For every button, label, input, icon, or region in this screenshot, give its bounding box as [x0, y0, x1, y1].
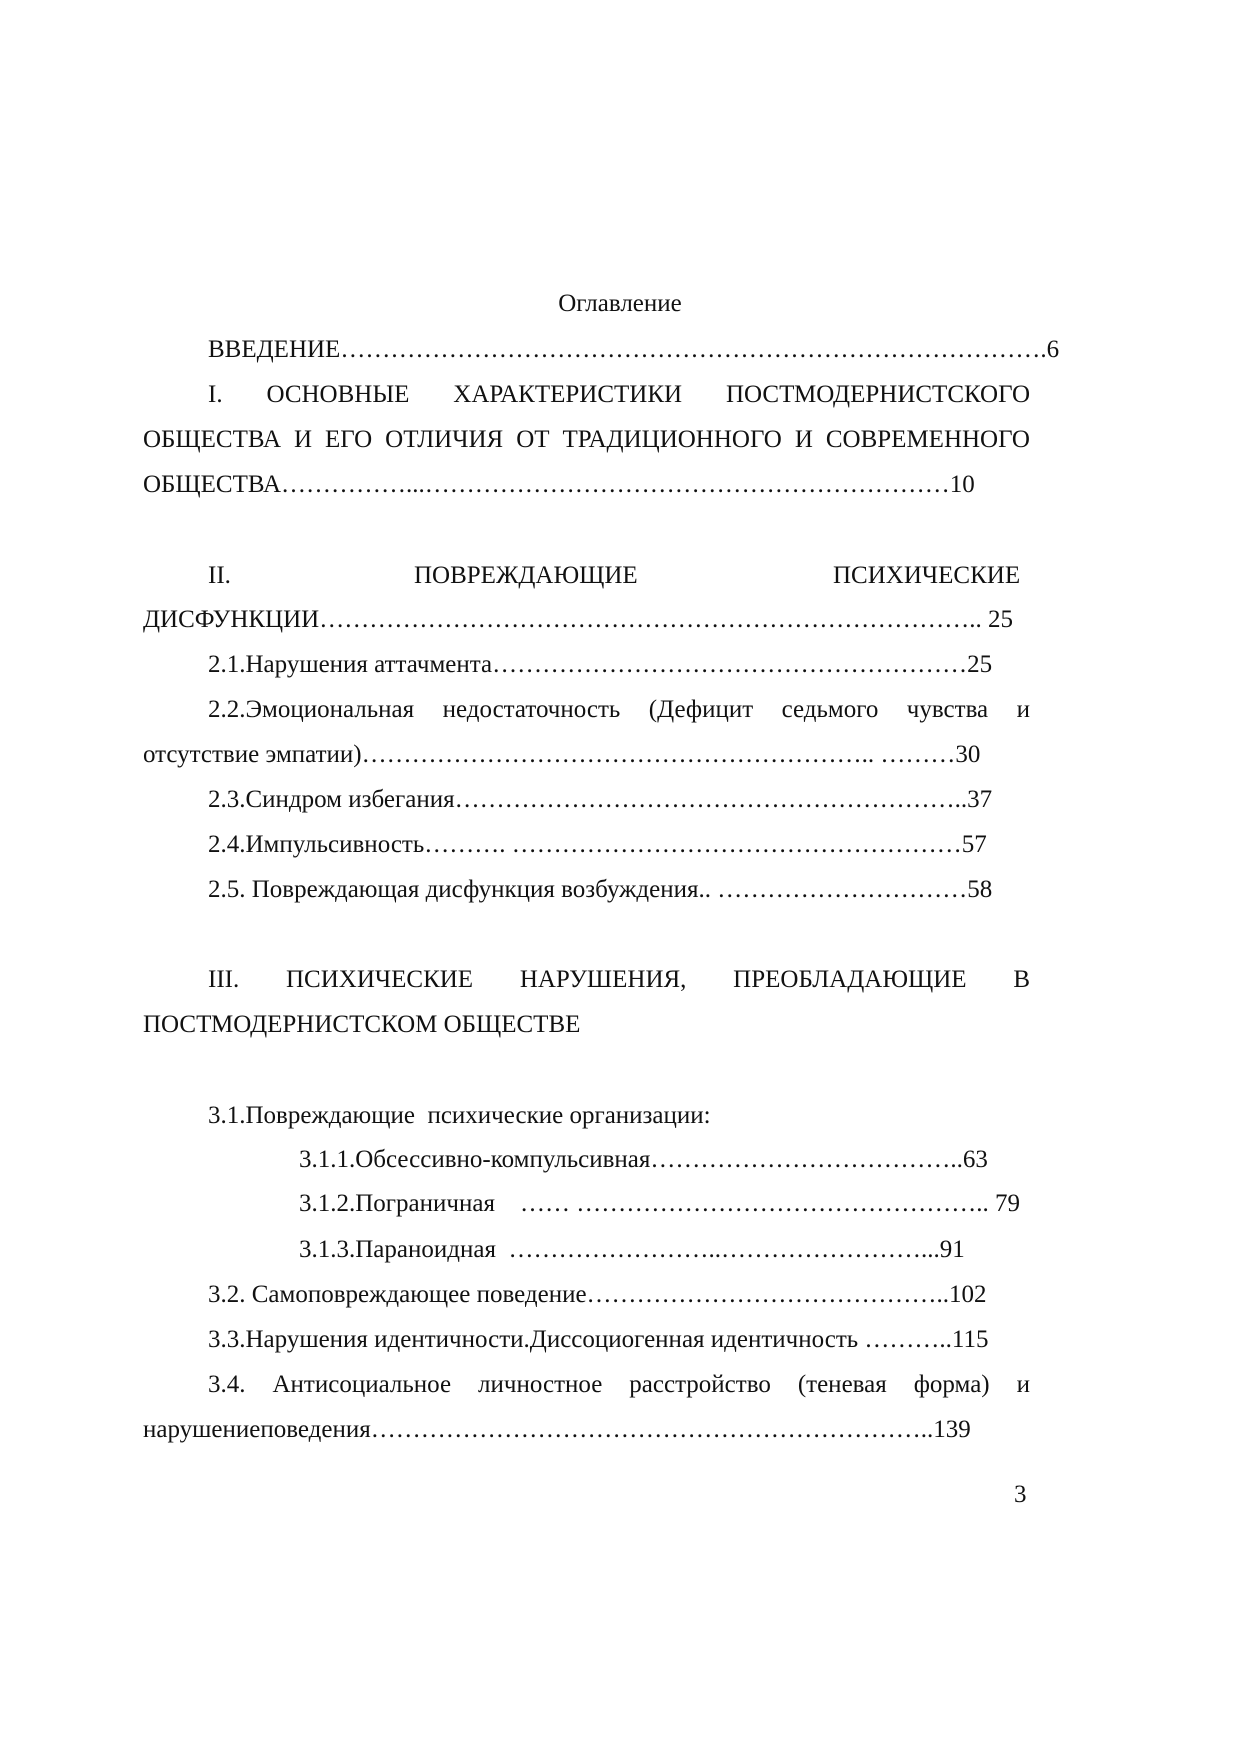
toc-section-2-title-part1: ПОВРЕЖДАЮЩИЕ [414, 562, 638, 589]
toc-section-1-line3: ОБЩЕСТВА……………...………………………………………………………10 [143, 471, 975, 498]
page-number: 3 [1014, 1481, 1027, 1508]
toc-entry-3-1: 3.1.Повреждающие психические организации: [208, 1102, 711, 1129]
toc-entry-3-1-2: 3.1.2.Пограничная …… ………………………………………….. 79 [299, 1190, 1020, 1217]
toc-entry-2-5: 2.5. Повреждающая дисфункция возбуждения.. …………………………58 [208, 876, 993, 903]
toc-section-2-title-part2: ПСИХИЧЕСКИЕ [833, 562, 1021, 589]
toc-entry-3-4-line1: 3.4. Антисоциальное личностное расстройство (теневая форма) и [208, 1371, 1030, 1398]
toc-entry-2-3: 2.3.Синдром избегания……………………………………………………..37 [208, 786, 993, 813]
toc-entry-2-2-line1: 2.2.Эмоциональная недостаточность (Дефицит седьмого чувства и [208, 696, 1030, 723]
toc-section-1-line1: I. ОСНОВНЫЕ ХАРАКТЕРИСТИКИ ПОСТМОДЕРНИСТСКОГО [208, 381, 1030, 408]
toc-entry-3-1-3: 3.1.3.Параноидная ……………………..……………………...91 [299, 1236, 965, 1263]
toc-entry-2-1: 2.1.Нарушения аттачмента…………………………………………………25 [208, 651, 993, 678]
toc-title: Оглавление [558, 290, 682, 317]
toc-entry-3-1-1: 3.1.1.Обсессивно-компульсивная………………………………..63 [299, 1146, 988, 1173]
toc-section-1-line2: ОБЩЕСТВА И ЕГО ОТЛИЧИЯ ОТ ТРАДИЦИОННОГО И СОВРЕМЕННОГО [143, 426, 1030, 453]
toc-section-2-line2: ДИСФУНКЦИИ…………………………………………………………………….. 25 [143, 606, 1013, 633]
toc-entry-intro: ВВЕДЕНИЕ………………………………………………………………………….6 [208, 336, 1060, 363]
toc-section-3-line2: ПОСТМОДЕРНИСТСКОМ ОБЩЕСТВЕ [143, 1011, 581, 1038]
toc-entry-2-4: 2.4.Импульсивность………. ………………………………………………57 [208, 831, 987, 858]
toc-entry-2-2-line2: отсутствие эмпатии)…………………………………………………….. ………30 [143, 741, 981, 768]
toc-entry-3-3: 3.3.Нарушения идентичности.Диссоциогенная идентичность ………..115 [208, 1326, 989, 1353]
toc-entry-3-2: 3.2. Самоповреждающее поведение……………………………………..102 [208, 1281, 987, 1308]
toc-section-2-label: II. [208, 562, 231, 589]
toc-entry-3-4-line2: нарушениеповедения…………………………………………………………..139 [143, 1416, 971, 1443]
toc-section-3-line1: III. ПСИХИЧЕСКИЕ НАРУШЕНИЯ, ПРЕОБЛАДАЮЩИЕ В [208, 966, 1030, 993]
